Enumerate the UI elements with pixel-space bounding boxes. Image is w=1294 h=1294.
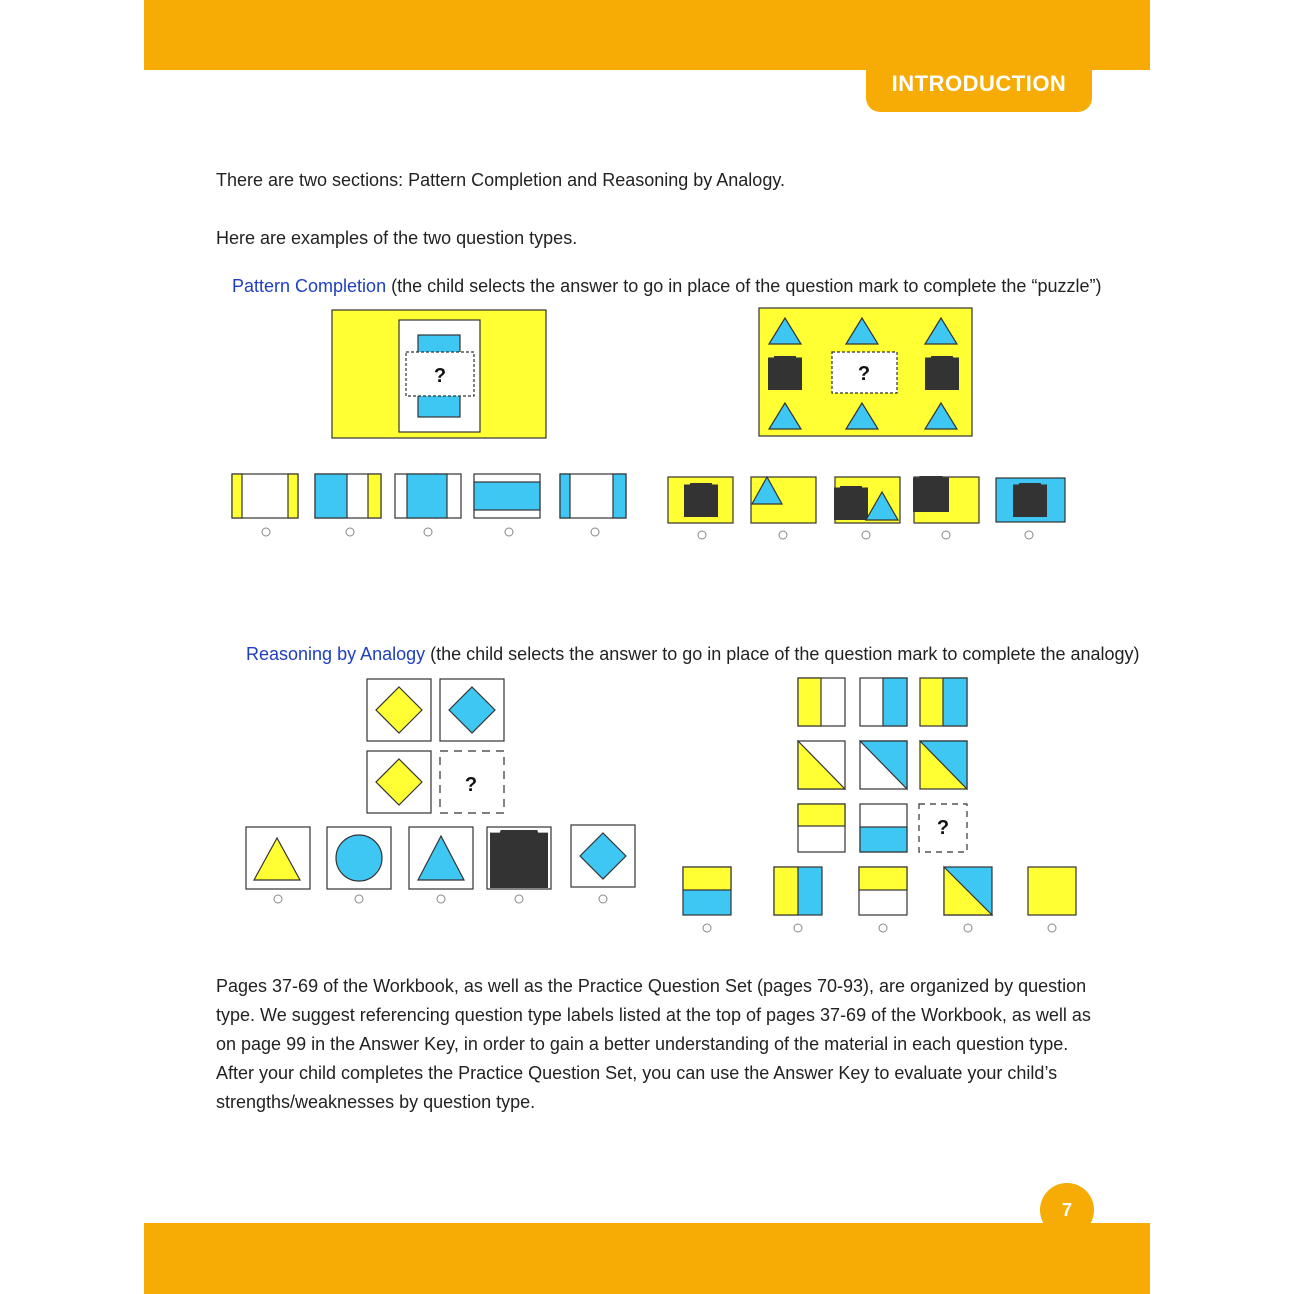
radio-analogy-1d[interactable] [515, 895, 523, 903]
pattern-option-1b[interactable] [315, 474, 381, 518]
radio-analogy-2b[interactable] [794, 924, 802, 932]
pattern-option-2a[interactable] [668, 477, 733, 523]
radio-analogy-1e[interactable] [599, 895, 607, 903]
bottom-banner [144, 1223, 1150, 1294]
radio-analogy-1a[interactable] [274, 895, 282, 903]
radio-analogy-1b[interactable] [355, 895, 363, 903]
pattern-completion-description: (the child selects the answer to go in place of the question mark to complete the “puzzle”) [386, 276, 1102, 296]
pattern-option-2e[interactable] [996, 478, 1065, 522]
radio-option-1e[interactable] [591, 528, 599, 536]
pattern-option-1d[interactable] [474, 474, 540, 518]
radio-analogy-2a[interactable] [703, 924, 711, 932]
pattern-option-2c[interactable] [835, 477, 900, 523]
body-paragraph: Pages 37-69 of the Workbook, as well as the Practice Question Set (pages 70-93), are organized by question type. We suggest referencing question type labels listed at the top of pages 37-69 of the Workbook, as well as on page 99 in the Answer Key, in order to gain a better understanding of the material in each question type. After your child completes the Practice Question Set, you can use the Answer Key to evaluate your child’s strengths/weaknesses by question type. [216, 976, 1091, 1112]
analogy-options-1 [246, 825, 635, 889]
analogy-puzzle-2-question-mark: ? [936, 817, 950, 839]
analogy-option-1a[interactable] [246, 827, 310, 889]
pattern-puzzle-1 [332, 310, 546, 438]
pattern-option-1a[interactable] [232, 474, 298, 518]
radio-option-2e[interactable] [1025, 531, 1033, 539]
pattern-option-1c[interactable] [395, 474, 461, 518]
pattern-option-2d[interactable] [914, 476, 979, 523]
radio-analogy-1c[interactable] [437, 895, 445, 903]
radio-option-1d[interactable] [505, 528, 513, 536]
analogy-description: (the child selects the answer to go in place of the question mark to complete the analogy) [425, 644, 1140, 664]
intro-examples-text: Here are examples of the two question types. [216, 228, 578, 248]
pattern-completion-title: Pattern Completion [232, 276, 387, 296]
analogy-option-2d[interactable] [944, 867, 992, 915]
analogy-option-1d[interactable] [487, 827, 551, 889]
analogy-option-2b[interactable] [774, 867, 822, 915]
pattern-options-2 [668, 476, 1065, 523]
radio-option-2a[interactable] [698, 531, 706, 539]
radio-option-1a[interactable] [262, 528, 270, 536]
radio-option-1c[interactable] [424, 528, 432, 536]
radio-analogy-2d[interactable] [964, 924, 972, 932]
analogy-option-1e[interactable] [571, 825, 635, 887]
pattern-options-1 [232, 474, 626, 518]
page-number: 7 [1040, 1183, 1094, 1237]
analogy-option-1b[interactable] [327, 827, 391, 889]
radio-analogy-2e[interactable] [1048, 924, 1056, 932]
radio-option-2d[interactable] [942, 531, 950, 539]
radio-option-2b[interactable] [779, 531, 787, 539]
analogy-puzzle-1 [367, 679, 504, 813]
radio-option-1b[interactable] [346, 528, 354, 536]
pattern-puzzle-1-question-mark: ? [433, 365, 447, 387]
analogy-puzzle-1-question-mark: ? [464, 774, 478, 796]
radio-analogy-2c[interactable] [879, 924, 887, 932]
intro-sections-text: There are two sections: Pattern Completion and Reasoning by Analogy. [216, 170, 785, 190]
analogy-puzzle-2 [798, 678, 967, 852]
pattern-puzzle-2-question-mark: ? [857, 363, 871, 385]
pattern-option-1e[interactable] [560, 474, 626, 518]
pattern-puzzle-2 [759, 308, 972, 436]
analogy-option-2c[interactable] [859, 867, 907, 915]
analogy-option-1c[interactable] [409, 827, 473, 889]
radio-option-2c[interactable] [862, 531, 870, 539]
analogy-option-2e[interactable] [1028, 867, 1076, 915]
analogy-options-2 [683, 867, 1076, 915]
analogy-title: Reasoning by Analogy [246, 644, 426, 664]
analogy-option-2a[interactable] [683, 867, 731, 915]
pattern-option-2b[interactable] [751, 477, 816, 523]
section-tab: INTRODUCTION [866, 56, 1092, 112]
